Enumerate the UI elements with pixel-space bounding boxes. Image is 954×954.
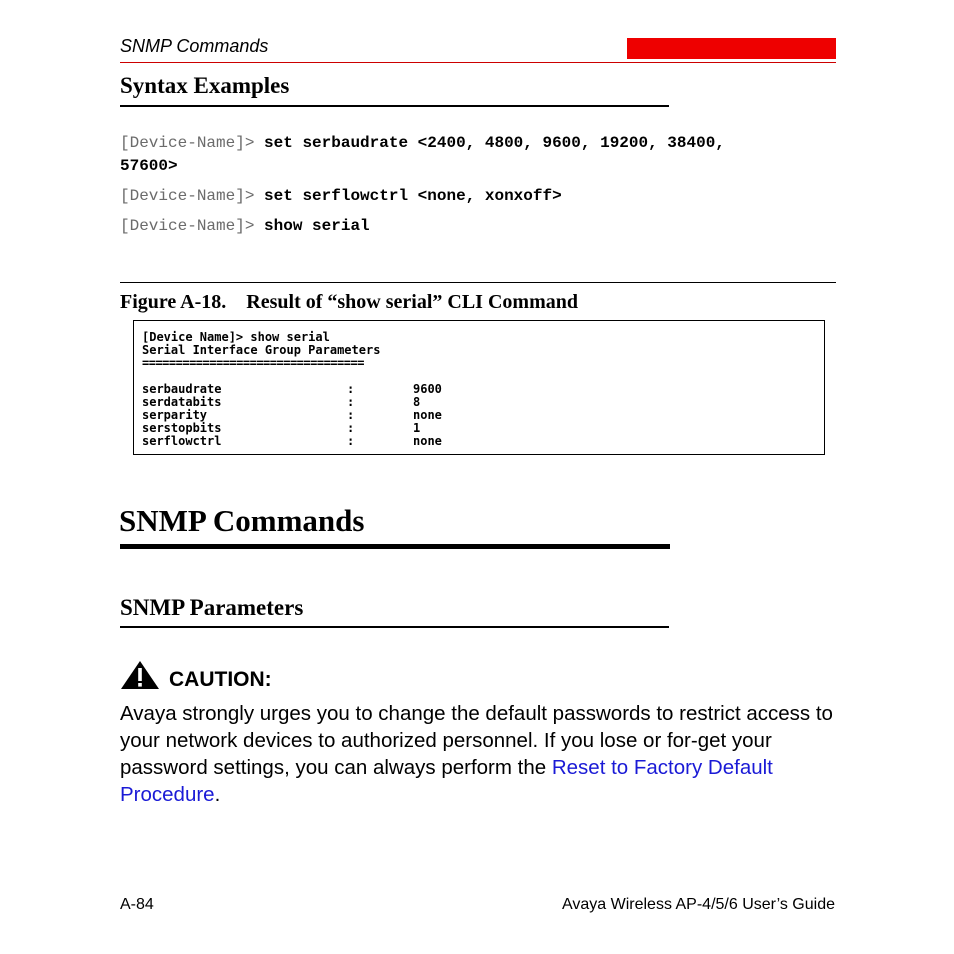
terminal-separator: =================================: [142, 356, 364, 370]
cli-command: set serbaudrate <2400, 4800, 9600, 19200, 38400,: [264, 134, 725, 152]
terminal-screenshot: [133, 320, 825, 455]
cli-command: set serflowctrl <none, xonxoff>: [264, 187, 562, 205]
caution-text-end: .: [214, 783, 221, 806]
terminal-param-sep: :: [347, 434, 355, 448]
terminal-param-name: serflowctrl: [142, 434, 222, 448]
reset-to-factory-default-link[interactable]: Reset to Factory Default Procedure: [120, 756, 773, 806]
terminal-param-sep: :: [347, 395, 355, 409]
terminal-param-name: serparity: [142, 408, 208, 422]
caution-label: CAUTION:: [169, 668, 272, 691]
terminal-param-value: 1: [413, 421, 421, 435]
cli-command: show serial: [264, 217, 370, 235]
cli-example-serflowctrl: [120, 187, 562, 205]
cli-example-show-serial: [120, 217, 370, 235]
caution-text: Avaya strongly urges you to change the default passwords to restrict access to your network devices to authorized personnel. If you lose or for-get your password settings, you can always perform the: [120, 702, 833, 779]
header-accent-bar: [627, 38, 836, 59]
terminal-param-sep: :: [347, 408, 355, 422]
terminal-group-title: Serial Interface Group Parameters: [142, 343, 381, 357]
terminal-param-value: none: [413, 434, 442, 448]
guide-title: Avaya Wireless AP-4/5/6 User’s Guide: [561, 896, 835, 913]
snmp-parameters-rule: [120, 626, 669, 628]
page-number: A-84: [120, 896, 154, 913]
running-header-title: SNMP Commands: [120, 36, 269, 56]
cli-prompt: [Device-Name]>: [120, 217, 255, 235]
terminal-param-value: none: [413, 408, 442, 422]
syntax-heading-rule: [120, 105, 669, 107]
header-rule: [120, 62, 836, 63]
cli-prompt: [Device-Name]>: [120, 134, 255, 152]
terminal-param-sep: :: [347, 421, 355, 435]
syntax-examples-heading: Syntax Examples: [120, 73, 290, 98]
terminal-param-value: 9600: [413, 382, 442, 396]
warning-icon: [120, 660, 160, 690]
terminal-command-line: [Device Name]> show serial: [142, 330, 330, 344]
snmp-commands-heading: SNMP Commands: [119, 503, 365, 538]
cli-command-continuation: 57600>: [120, 157, 178, 175]
terminal-param-sep: :: [347, 382, 355, 396]
terminal-param-name: serbaudrate: [142, 382, 222, 396]
terminal-param-value: 8: [413, 395, 421, 409]
terminal-param-name: serdatabits: [142, 395, 222, 409]
figure-caption: Figure A-18. Result of “show serial” CLI Command: [120, 291, 578, 313]
snmp-heading-rule: [120, 544, 670, 549]
cli-example-serbaudrate: [120, 134, 725, 152]
snmp-parameters-heading: SNMP Parameters: [120, 595, 304, 620]
cli-prompt: [Device-Name]>: [120, 187, 255, 205]
figure-top-rule: [120, 282, 836, 283]
caution-paragraph: [120, 700, 840, 808]
terminal-param-name: serstopbits: [142, 421, 222, 435]
